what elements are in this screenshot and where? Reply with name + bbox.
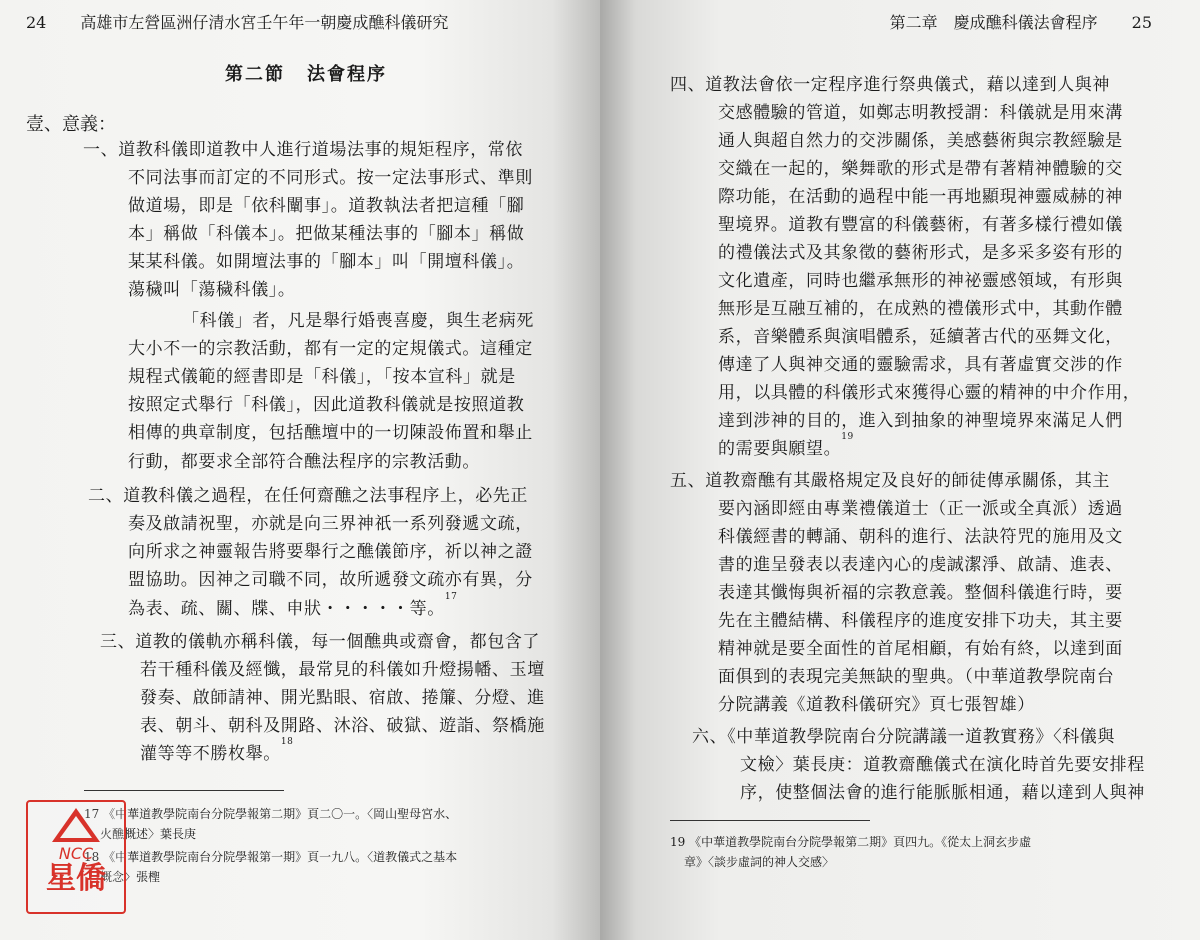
body-line: 相傳的典章制度，包括醮壇中的一切陳設佈置和舉止: [128, 423, 533, 443]
body-line: 達到涉神的目的，進入到抽象的神聖境界來滿足人們: [718, 411, 1123, 431]
body-line: 行動，都要求全部符合醮法程序的宗教活動。: [128, 452, 480, 472]
body-line: 大小不一的宗教活動，都有一定的定規儀式。這種定: [128, 339, 533, 359]
right-header-title: 第二章 慶成醮科儀法會程序: [889, 13, 1098, 32]
section-title: 法會程序: [307, 64, 387, 85]
footnote-18: 18 《中華道教學院南台分院學報第一期》頁一九八。〈道教儀式之基本: [84, 850, 458, 864]
footnote-18-cont: 概念〉張檉: [100, 870, 161, 884]
section-number: 第二節: [225, 64, 285, 85]
body-line: 交感體驗的管道，如鄭志明教授謂：科儀就是用來溝: [718, 103, 1123, 123]
body-line: 不同法事而訂定的不同形式。按一定法事形式、準則: [128, 168, 533, 188]
body-line: [128, 594, 457, 619]
body-line: 二、道教科儀之過程，在任何齋醮之法事程序上，必先正: [88, 486, 528, 506]
body-line: 規程式儀範的經書即是「科儀」，「按本宣科」就是: [128, 367, 516, 387]
section-heading: [225, 60, 387, 86]
body-line: 某某科儀。如開壇法事的「腳本」叫「開壇科儀」。: [128, 252, 525, 272]
triangle-icon: [52, 808, 100, 842]
body-line: 六、《中華道教學院南台分院講議一道教實務》〈科儀與: [692, 727, 1115, 747]
body-line: 五、道教齋醮有其嚴格規定及良好的師徒傳承關係，其主: [670, 471, 1110, 491]
body-line-text: 為表、疏、關、牒、申狀・・・・・等。: [128, 599, 445, 619]
body-line: 文檢〉葉長庚：道教齋醮儀式在演化時首先要安排程: [740, 755, 1145, 775]
body-line: 一、道教科儀即道教中人進行道場法事的規矩程序，常依: [83, 140, 523, 160]
left-header-title: 高雄市左營區洲仔清水宮壬午年一朝慶成醮科儀研究: [80, 13, 449, 32]
body-line: 書的進呈發表以表達內心的虔誠潔淨、啟請、進表、: [718, 555, 1123, 575]
body-line: 精神就是要全面性的首尾相顧，有始有終，以達到面: [718, 639, 1123, 659]
body-line: 際功能，在活動的過程中能一再地顯現神靈威赫的神: [718, 187, 1123, 207]
body-line: 用，以具體的科儀形式來獲得心靈的精神的中介作用，: [718, 383, 1141, 403]
body-line: [140, 739, 293, 764]
body-line: 發奏、啟師請神、開光點眼、宿啟、捲簾、分燈、進: [140, 688, 545, 708]
footnote-19: 19 《中華道教學院南台分院學報第二期》頁四九。《從太上洞玄步虛: [670, 835, 1032, 849]
body-line: 表、朝斗、朝科及開路、沐浴、破獄、遊詣、祭橋施: [140, 716, 545, 736]
body-line: 文化遺產，同時也繼承無形的神祕靈感領域，有形與: [718, 271, 1123, 291]
footnote-19-cont: 章》〈談步虛詞的神人交感〉: [684, 855, 835, 869]
body-line: 要內涵即經由專業禮儀道士（正一派或全真派）透過: [718, 499, 1123, 519]
body-line: 的禮儀法式及其象徵的藝術形式，是多采多姿有形的: [718, 243, 1123, 263]
body-line: 科儀經書的轉誦、朝科的進行、法訣符咒的施用及文: [718, 527, 1123, 547]
body-line: 「科儀」者，凡是舉行婚喪喜慶，與生老病死: [182, 311, 534, 331]
body-line: 若干種科儀及經懺，最常見的科儀如升燈揚幡、玉壇: [140, 660, 545, 680]
body-line: 三、道教的儀軌亦稱科儀，每一個醮典或齋會，都包含了: [100, 632, 540, 652]
body-line: 面俱到的表現完美無缺的聖典。（中華道教學院南台: [718, 667, 1115, 687]
body-line: 向所求之神靈報告將要舉行之醮儀節序，祈以神之證: [128, 542, 533, 562]
stamp-latin: NCC: [58, 844, 94, 863]
footnote-ref-18[interactable]: 18: [280, 737, 294, 747]
body-line: 表達其懺悔與祈福的宗教意義。整個科儀進行時，要: [718, 583, 1123, 603]
body-line: 無形是互融互補的，在成熟的禮儀形式中，其動作體: [718, 299, 1123, 319]
footnote-17: 17 《中華道教學院南台分院學報第二期》頁二〇一。〈岡山聖母宮水、: [84, 807, 458, 821]
body-line: 四、道教法會依一定程序進行祭典儀式，藉以達到人與神: [670, 75, 1110, 95]
body-line: [718, 434, 854, 459]
body-line: 分院講義《道教科儀研究》頁七張智雄）: [718, 695, 1035, 715]
stamp-chinese: 星僑: [46, 861, 106, 896]
footnote-ref-19[interactable]: 19: [841, 432, 854, 442]
body-line-text: 灌等等不勝枚舉。: [140, 744, 281, 764]
body-line: 系，音樂體系與演唱體系，延續著古代的巫舞文化，: [718, 327, 1123, 347]
ncc-watermark-stamp: [26, 800, 126, 914]
body-line: 做道場，即是「依科闡事」。道教執法者把這種「腳: [128, 196, 525, 216]
body-line: 序，使整個法會的進行能脈脈相通，藉以達到人與神: [740, 783, 1145, 803]
body-line: 通人與超自然力的交涉關係，美感藝術與宗教經驗是: [718, 131, 1123, 151]
body-line: 蕩穢叫「蕩穢科儀」。: [128, 280, 296, 300]
footnote-17-cont: 火醮概述〉葉長庚: [100, 827, 197, 841]
body-line-text: 的需要與願望。: [718, 439, 842, 459]
footnote-ref-17[interactable]: 17: [444, 592, 458, 602]
body-line: 盟協助。因神之司職不同，故所遞發文疏亦有異，分: [128, 570, 533, 590]
left-page-number: 24: [26, 13, 47, 32]
footnote-rule: [670, 820, 870, 821]
right-page: [600, 0, 1200, 940]
body-line: 奏及啟請祝聖，亦就是向三界神祇一系列發遞文疏，: [128, 514, 533, 534]
footnote-rule: [84, 790, 284, 791]
body-line: 本」稱做「科儀本」。把做某種法事的「腳本」稱做: [128, 224, 525, 244]
subheading: 壹、意義：: [26, 114, 116, 135]
right-page-number: 25: [1131, 13, 1152, 32]
body-line: 交織在一起的，樂舞歌的形式是帶有著精神體驗的交: [718, 159, 1123, 179]
body-line: 傳達了人與神交通的靈驗需求，具有著虛實交涉的作: [718, 355, 1123, 375]
body-line: 先在主體結構、科儀程序的進度安排下功夫，其主要: [718, 611, 1123, 631]
left-running-header: [26, 10, 448, 33]
body-line: 按照定式舉行「科儀」，因此道教科儀就是按照道教: [128, 395, 525, 415]
body-line: 聖境界。道教有豐富的科儀藝術，有著多樣行禮如儀: [718, 215, 1123, 235]
right-running-header: [890, 10, 1152, 33]
